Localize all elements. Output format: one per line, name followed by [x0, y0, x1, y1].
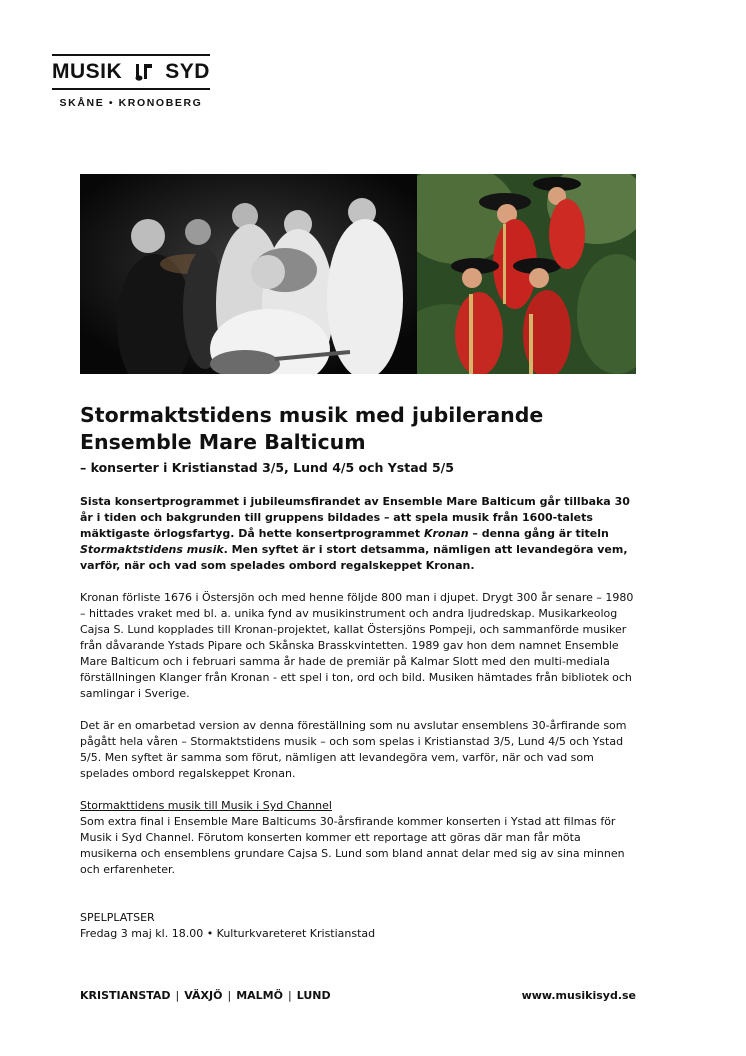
costumed-musicians-photo-icon — [417, 174, 636, 374]
body-paragraph-channel: Som extra final i Ensemble Mare Balticums 30-årsfirande kommer konserten i Ystad att filmas för Musik i Syd Channel. Förutom konserten kommer ett reportage att göras där man får möta musikerna och ensemblens grundare Cajsa S. Lund som bland annat delar med sig av sina minnen och erfarenheter. — [80, 815, 625, 876]
footer-separator: | — [175, 989, 180, 1002]
venue-entry: Fredag 3 maj kl. 18.00 • Kulturkvareteret Kristianstad — [80, 927, 376, 940]
logo-mid-rule — [52, 88, 210, 90]
logo-brand-right: SYD — [165, 60, 210, 83]
footer-separator: | — [287, 989, 292, 1002]
music-note-icon — [135, 62, 153, 82]
venues-heading: SPELPLATSER — [80, 911, 155, 924]
footer-city: KRISTIANSTAD — [80, 989, 171, 1002]
costumed-musicians-photo — [417, 174, 636, 374]
lead-text-1: Sista konsertprogrammet i jubileumsfirandet av Ensemble Mare Balticum går tillbaka 30 år i tiden och bakgrunden till gruppens bildades – att spela musik från 1600-talets mäktigaste örlogsfartyg. Då hette konsertprogrammet — [80, 495, 630, 540]
press-release-body — [80, 402, 640, 942]
page-footer — [80, 989, 636, 1002]
ensemble-photo — [80, 174, 417, 374]
musik-i-syd-logo — [52, 54, 210, 109]
lead-text-3: . Men syftet är i stort detsamma, nämligen att levandegöra vem, varför, när och vad som spelades ombord regalskeppet Kronan. — [80, 543, 628, 572]
footer-cities — [80, 989, 331, 1002]
lead-emphasis-title: Stormaktstidens musik — [80, 543, 224, 556]
article-title-line-2: Ensemble Mare Balticum — [80, 430, 366, 454]
logo-wordmark — [52, 56, 210, 88]
footer-city: MALMÖ — [236, 989, 283, 1002]
body-paragraph-anniversary: Det är en omarbetad version av denna föreställning som nu avslutar ensemblens 30-årfirande som pågått hela våren – Stormaktstidens musik – och som spelas i Kristianstad 3/5, Lund 4/5 och Ystad 5/5. Men syftet är samma som förut, nämligen att levandegöra vem, varför, när och vad som spelades ombord regalskeppet Kronan. — [80, 719, 627, 780]
ensemble-musicians-photo-icon — [80, 174, 417, 374]
logo-region: SKÅNE • KRONOBERG — [59, 97, 203, 109]
footer-separator: | — [227, 989, 232, 1002]
article-title — [80, 402, 640, 456]
footer-city: LUND — [296, 989, 331, 1002]
lead-text-2: – denna gång är titeln — [468, 527, 609, 540]
footer-website: www.musikisyd.se — [521, 989, 636, 1002]
article-subtitle: – konserter i Kristianstad 3/5, Lund 4/5 och Ystad 5/5 — [80, 460, 454, 475]
section-heading-channel: Stormakttidens musik till Musik i Syd Channel — [80, 799, 332, 812]
lead-paragraph — [80, 494, 640, 574]
footer-city: VÄXJÖ — [184, 989, 223, 1002]
lead-emphasis-kronan: Kronan — [423, 527, 469, 540]
article-title-line-1: Stormaktstidens musik med jubilerande — [80, 403, 544, 427]
logo-brand-left: MUSIK — [52, 60, 123, 83]
body-paragraph-history: Kronan förliste 1676 i Östersjön och med henne följde 800 man i djupet. Drygt 300 år senare – 1980 – hittades vraket med bl. a. unika fynd av musikinstrument och andra ljudredskap. Musikarkeolog Cajsa S. Lund kopplades till Kronan-projektet, kallat Östersjöns Pompeji, och sammanförde musiker från dåvarande Ystads Pipare och Skånska Brasskvintetten. 1989 gav hon dem namnet Ensemble Mare Balticum och i februari samma år hade de premiär på Kalmar Slott med den multi-mediala förställningen Klanger från Kronan - ett spel i ton, ord och bild. Musiken hämtades från bibliotek och samlingar i Sverige. — [80, 591, 634, 700]
